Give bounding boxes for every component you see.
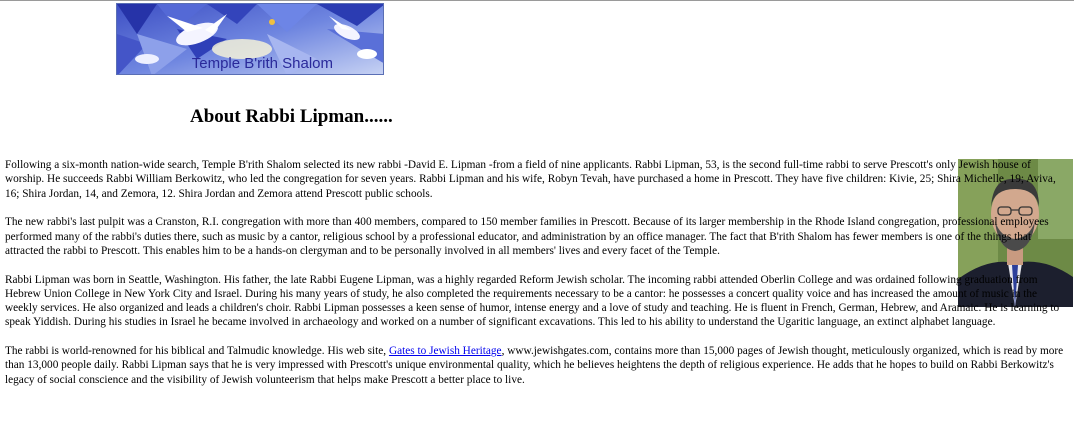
gates-to-jewish-heritage-link[interactable]: Gates to Jewish Heritage: [388, 345, 502, 358]
article-body: [5, 158, 1072, 401]
paragraph-text: The rabbi is world-renowned for his biblical and Talmudic knowledge. His web site,: [5, 345, 389, 358]
temple-name-label: Temple B'rith Shalom: [191, 55, 333, 72]
page-title: About Rabbi Lipman......: [190, 106, 393, 127]
paragraph: Rabbi Lipman was born in Seattle, Washington. His father, the late Rabbi Eugene Lipman, was a highly regarded Reform Jewish scholar. The incoming rabbi attended Oberlin College and was ordained following graduation from Hebrew Union College in New York City and Israel. During his many years of study, he also completed the requirements necessary to be a cantor: he possesses a concert quality voice and has increased the amount of music in the weekly services. He also organized and leads a children's choir. Rabbi Lipman possesses a keen sense of humor, intense energy and a love of study and teaching. He is fluent in French, German, Hebrew, and Aramaic. He is learning to speak Yiddish. During his studies in Israel he became involved in archaeology and worked on a number of significant excavations. This led to his ability to understand the Ugaritic language, an extinct alphabet language.: [5, 273, 1060, 329]
paragraph-text: , www.jewishgates.com, contains more than 15,000 pages of Jewish thought, meticulously organized, which is read by more than 13,000 people daily. Rabbi Lipman says that he is very impressed with Prescott's unique environmental quality, which he believes heightens the depth of religious experience. He adds that he hopes to build on Rabbi Berkowitz's legacy of social conscience and the visibility of Jewish volunteerism that helps make Prescott a better place to live.: [5, 345, 1064, 386]
paragraph: Following a six-month nation-wide search, Temple B'rith Shalom selected its new rabbi -David E. Lipman -from a field of nine applicants. Rabbi Lipman, 53, is the second full-time rabbi to serve Prescott's only Jewish house of worship. He succeeds Rabbi William Berkowitz, who led the congregation for seven years. Rabbi Lipman and his wife, Robyn Tevah, have purchased a home in Prescott. They have five children: Kivie, 25; Shira Michelle, 19; Aviva, 16; Shira Jordan, 14, and Zemora, 12. Shira Jordan and Zemora attend Prescott public schools.: [5, 159, 1056, 200]
paragraph: The new rabbi's last pulpit was a Cranston, R.I. congregation with more than 400 members, compared to 150 member families in Prescott. Because of its larger membership in the Rhode Island congregation, professional employees performed many of the rabbi's duties there, such as music by a cantor, religious school by a professional educator, and administration by an office manager. The fact that B'rith Shalom has fewer members is one of the things that attracted the rabbi to Prescott. This enables him to be a hands-on clergyman and to be personally involved in all members' lives and every facet of the Temple.: [5, 216, 1049, 257]
temple-banner: [116, 3, 384, 75]
paragraph: [5, 344, 1072, 387]
